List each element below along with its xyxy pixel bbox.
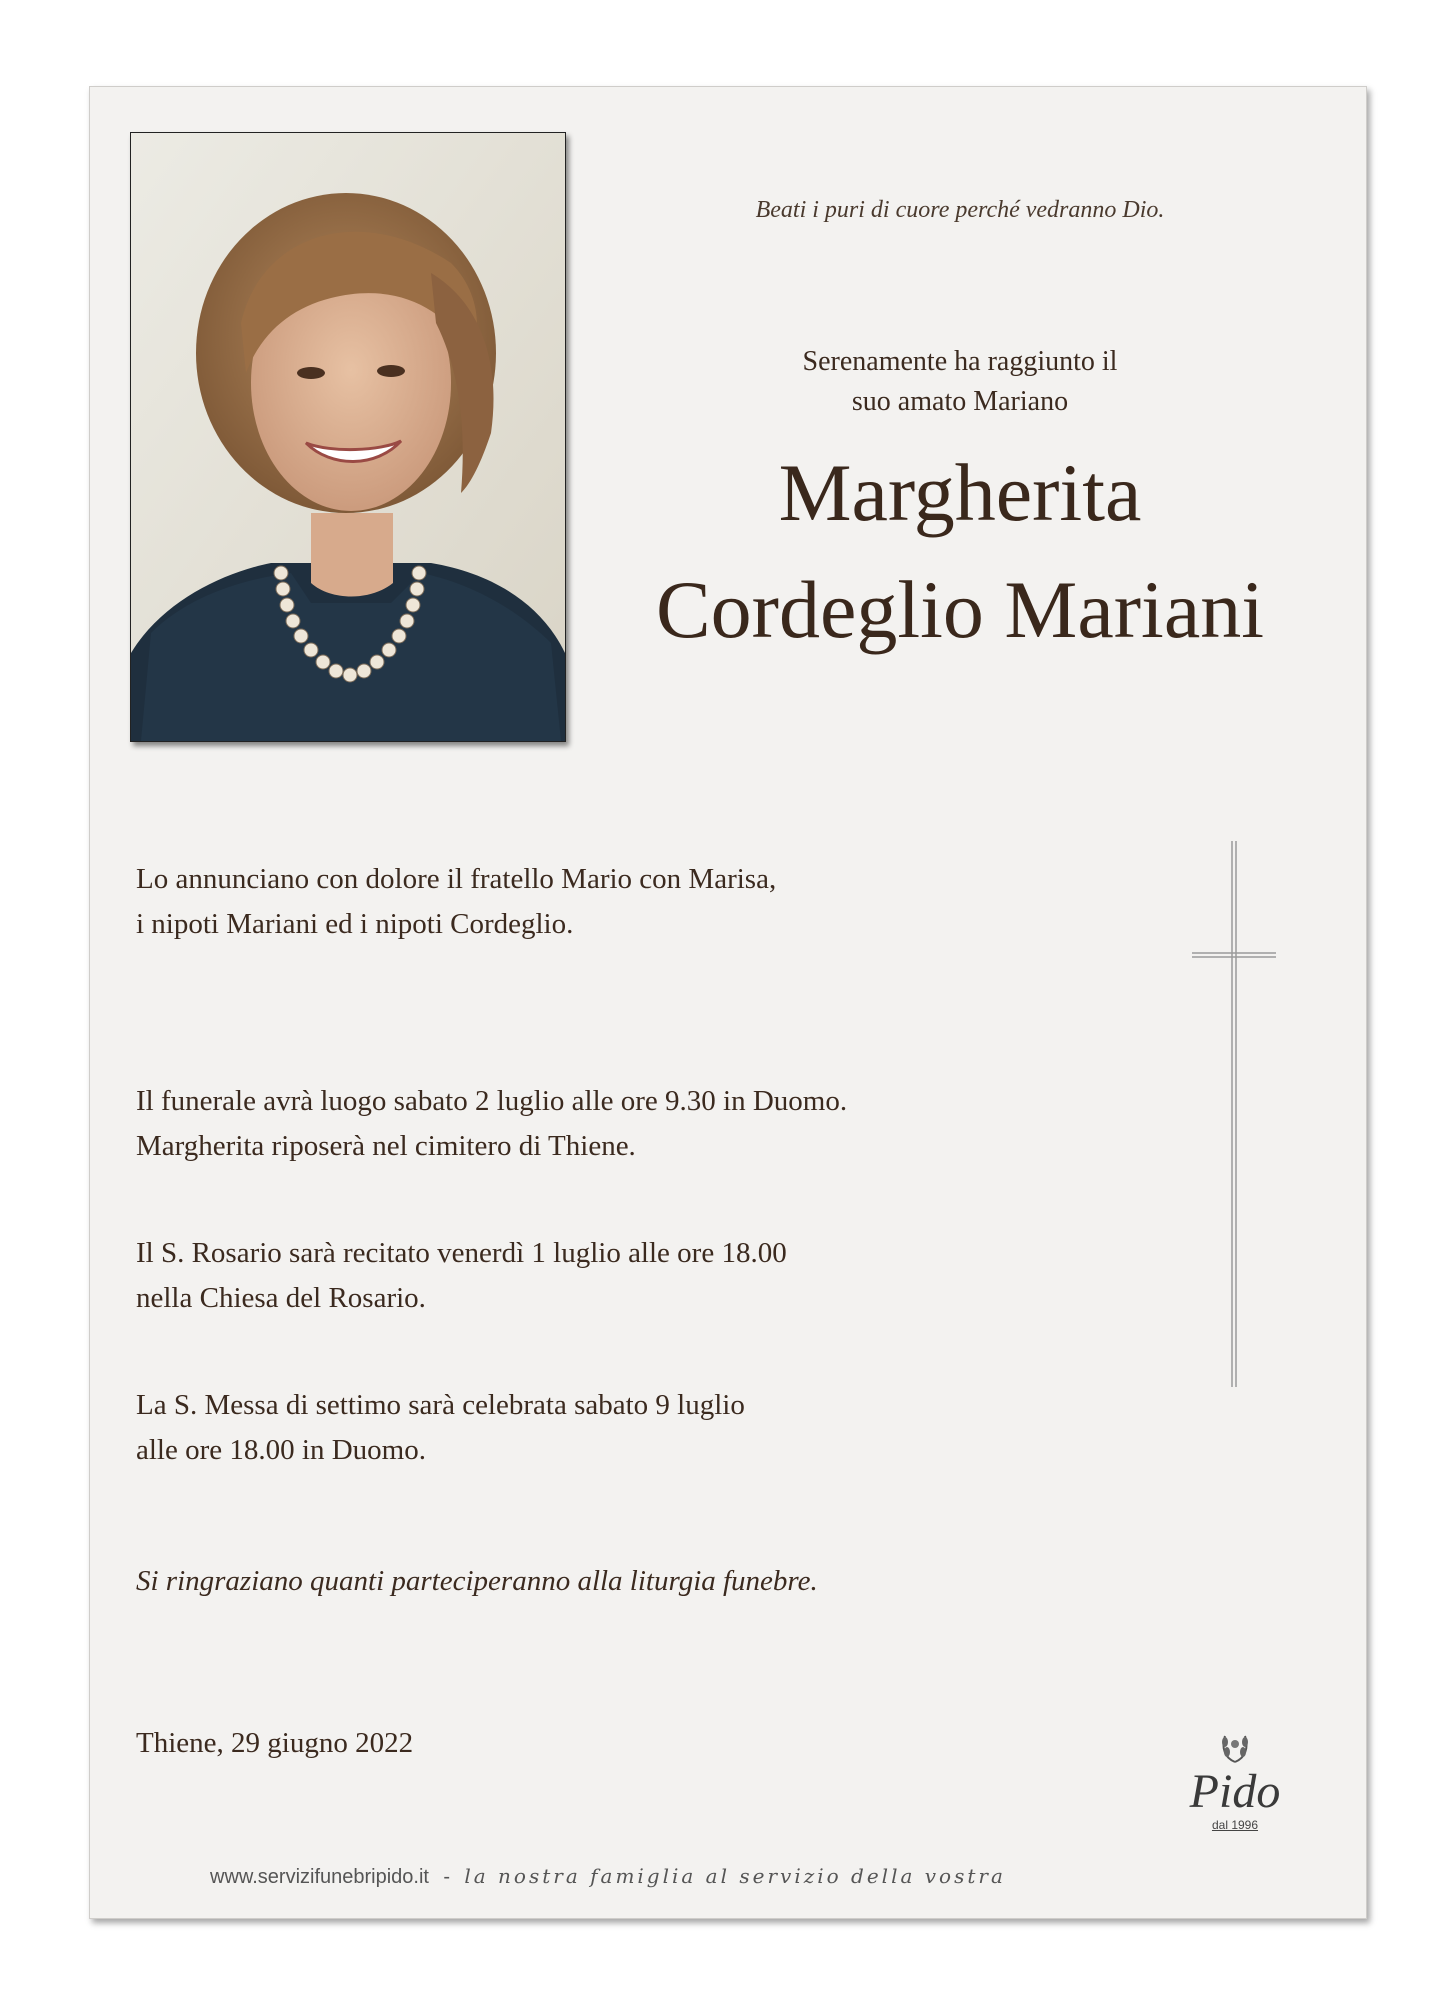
rosary-paragraph	[136, 1231, 1136, 1321]
deceased-last-name: Cordeglio Mariani	[655, 564, 1265, 655]
intro-line: suo amato Mariano	[851, 386, 1069, 417]
rosary-line: nella Chiesa del Rosario.	[136, 1282, 426, 1314]
footer-motto: la nostra famiglia al servizio della vostra	[464, 1864, 1006, 1888]
website-link[interactable]: www.servizifunebripido.it	[210, 1866, 429, 1888]
obituary-sheet	[89, 86, 1367, 1919]
deceased-first-name: Margherita	[778, 447, 1142, 538]
cross-icon	[1190, 841, 1280, 1387]
portrait-photo	[130, 132, 566, 742]
bible-quote: Beati i puri di cuore perché vedranno Dio.	[755, 197, 1165, 223]
mass-paragraph	[136, 1383, 1136, 1473]
wreath-icon	[1217, 1730, 1253, 1766]
place-date: Thiene, 29 giugno 2022	[136, 1727, 414, 1759]
intro-text	[650, 342, 1270, 422]
funeral-paragraph	[136, 1079, 1136, 1169]
intro-line: Serenamente ha raggiunto il	[802, 346, 1118, 377]
funeral-home-logo	[1180, 1730, 1290, 1840]
footer-separator: -	[443, 1866, 451, 1888]
announcement-line: i nipoti Mariani ed i nipoti Cordeglio.	[136, 908, 574, 940]
mass-line: La S. Messa di settimo sarà celebrata sabato 9 luglio	[136, 1389, 745, 1421]
logo-wordmark: Pido	[1189, 1765, 1281, 1818]
footer	[210, 1864, 1006, 1889]
thanks-text: Si ringraziano quanti parteciperanno alla liturgia funebre.	[136, 1565, 818, 1597]
logo-since: dal 1996	[1211, 1818, 1259, 1832]
announcement-line: Lo annunciano con dolore il fratello Mario con Marisa,	[136, 863, 777, 895]
mass-line: alle ore 18.00 in Duomo.	[136, 1434, 426, 1466]
rosary-line: Il S. Rosario sarà recitato venerdì 1 luglio alle ore 18.00	[136, 1237, 787, 1269]
funeral-line: Il funerale avrà luogo sabato 2 luglio alle ore 9.30 in Duomo.	[136, 1085, 848, 1117]
funeral-line: Margherita riposerà nel cimitero di Thiene.	[136, 1130, 636, 1162]
announcement-paragraph	[136, 857, 1136, 947]
